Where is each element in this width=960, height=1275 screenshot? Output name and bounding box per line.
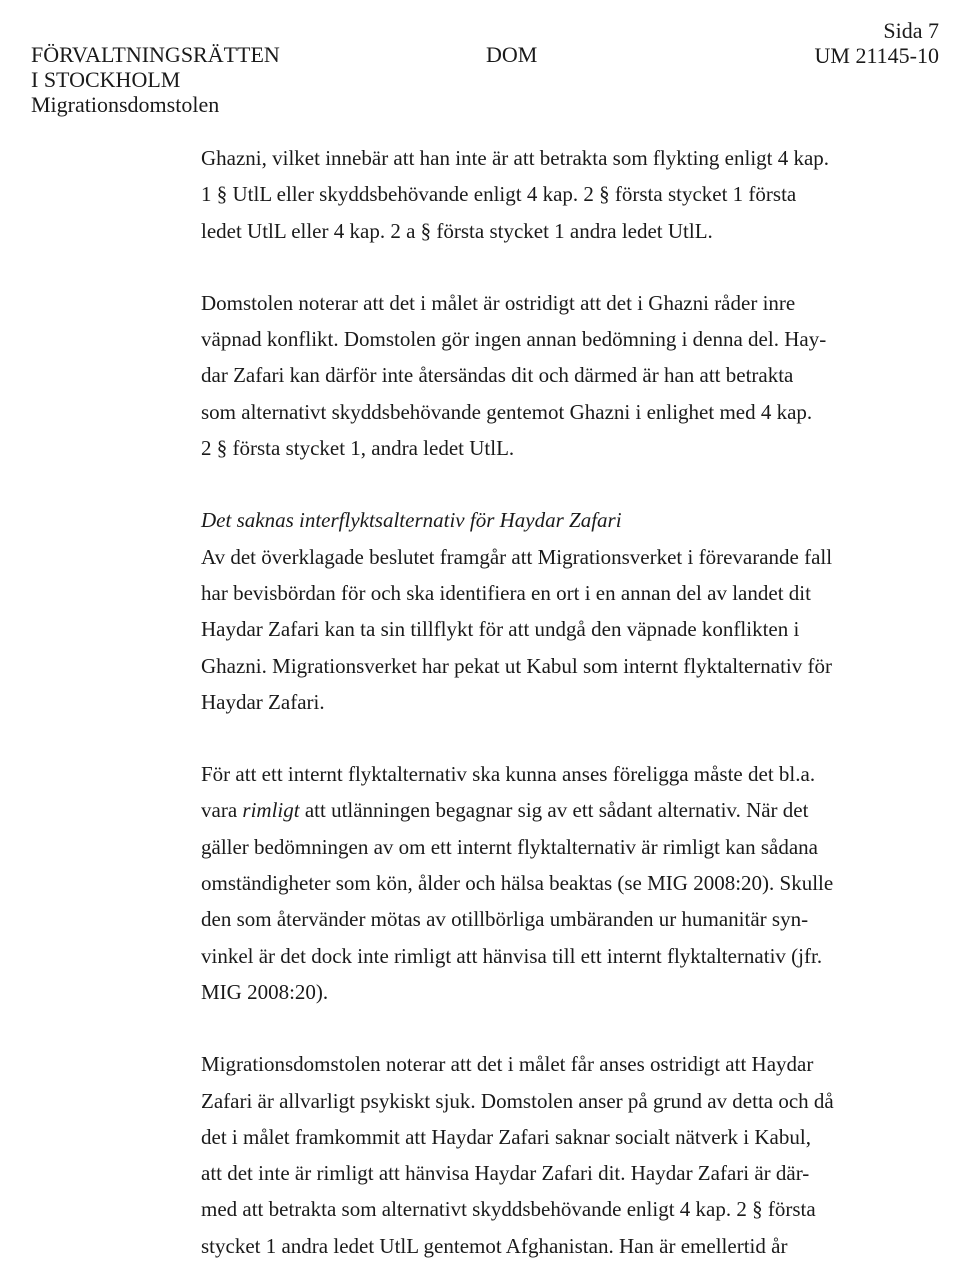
court-name <box>31 42 280 117</box>
page-number: Sida 7 <box>883 18 939 43</box>
paragraph-4-part-a: För att ett internt flyktalternativ ska kunna anses föreligga måste det bl.a. vara <box>201 762 816 823</box>
court-name-line2: I STOCKHOLM <box>31 67 181 92</box>
case-number: UM 21145-10 <box>814 43 939 68</box>
court-name-line1: FÖRVALTNINGSRÄTTEN <box>31 42 280 67</box>
paragraph-4-part-b: att utlänningen begagnar sig av ett sådant alternativ. När det gäller bedömningen av om ett internt flyktalternativ är rimligt kan sådana omständigheter som kön, ålder och hälsa beaktas (se MIG 2008:20). Skulle den som återvänder mötas av otillbörliga umbäranden ur humanitär syn- vinkel är det dock inte rimligt att hänvisa till ett internt flyktalternativ (jfr. MIG 2008:20). <box>201 798 834 1004</box>
document-header <box>0 6 960 116</box>
section-heading: Det saknas interflyktsalternativ för Haydar Zafari <box>201 508 622 533</box>
court-division: Migrationsdomstolen <box>31 92 220 117</box>
paragraph-5: Migrationsdomstolen noterar att det i målet får anses ostridigt att Haydar Zafari är allvarligt psykiskt sjuk. Domstolen anser på grund av detta och då det i målet framkommit att Haydar Zafari saknar socialt nätverk i Kabul, att det inte är rimligt att hänvisa Haydar Zafari dit. Haydar Zafari är där- med att betrakta som alternativt skyddsbehövande enligt 4 kap. 2 § första stycket 1 andra ledet UtlL gentemot Afghanistan. Han är emellertid år <box>201 1052 834 1258</box>
document-body <box>201 140 846 1264</box>
paragraph-4 <box>201 756 846 1010</box>
paragraph-3: Av det överklagade beslutet framgår att Migrationsverket i förevarande fall har bevisbördan för och ska identifiera en ort i en annan del av landet dit Haydar Zafari kan ta sin tillflykt för att undgå den väpnade konflikten i Ghazni. Migrationsverket har pekat ut Kabul som internt flyktalternativ för Haydar Zafari. <box>201 544 833 714</box>
paragraph-4-emphasis: rimligt <box>242 798 300 823</box>
paragraph-1: Ghazni, vilket innebär att han inte är att betrakta som flykting enligt 4 kap. 1 § UtlL eller skyddsbehövande enligt 4 kap. 2 § första stycket 1 första ledet UtlL eller 4 kap. 2 a § första stycket 1 andra ledet UtlL. <box>201 146 830 243</box>
document-type: DOM <box>486 42 538 67</box>
paragraph-2: Domstolen noterar att det i målet är ostridigt att det i Ghazni råder inre väpnad konflikt. Domstolen gör ingen annan bedömning i denna del. Hay- dar Zafari kan därför inte återsändas dit och därmed är han att betrakta som alternativt skyddsbehövande gentemot Ghazni i enlighet med 4 kap. 2 § första stycket 1, andra ledet UtlL. <box>201 290 827 461</box>
